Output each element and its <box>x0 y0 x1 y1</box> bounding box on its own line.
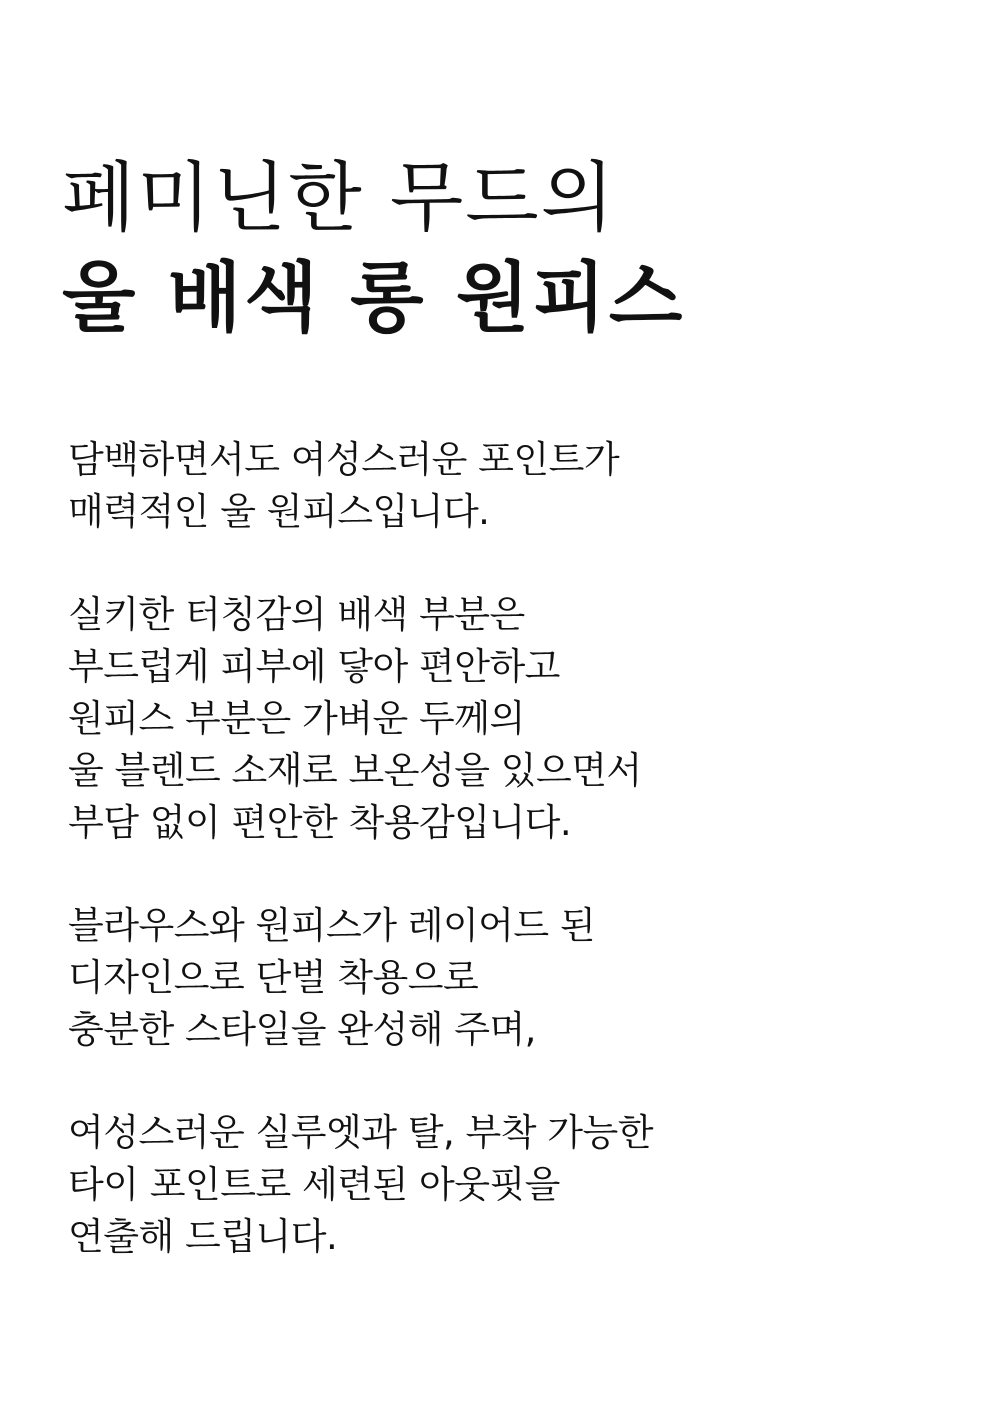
text-line: 연출해 드립니다. <box>68 1215 338 1258</box>
paragraph-silhouette <box>68 1107 948 1263</box>
text-line: 타이 포인트로 세련된 아웃핏을 <box>68 1163 560 1206</box>
paragraph-material <box>68 589 948 849</box>
text-line: 실키한 터칭감의 배색 부분은 <box>68 593 525 636</box>
text-line: 충분한 스타일을 완성해 주며, <box>68 1008 536 1051</box>
text-line: 여성스러운 실루엣과 탈, 부착 가능한 <box>68 1111 653 1154</box>
paragraph-intro <box>68 434 948 538</box>
heading-title: 울 배색 롱 원피스 <box>62 253 686 342</box>
paragraph-design <box>68 900 948 1056</box>
text-line: 블라우스와 원피스가 레이어드 된 <box>68 904 596 947</box>
text-line: 매력적인 울 원피스입니다. <box>68 490 490 533</box>
text-line: 부드럽게 피부에 닿아 편안하고 <box>68 645 560 688</box>
heading-subtitle: 페미닌한 무드의 <box>62 153 617 242</box>
text-line: 부담 없이 편안한 착용감입니다. <box>68 801 572 844</box>
text-line: 담백하면서도 여성스러운 포인트가 <box>68 438 620 481</box>
text-line: 디자인으로 단벌 착용으로 <box>68 956 479 999</box>
text-line: 울 블렌드 소재로 보온성을 있으면서 <box>68 749 642 792</box>
product-description <box>68 434 948 1314</box>
page-heading <box>62 150 942 350</box>
text-line: 원피스 부분은 가벼운 두께의 <box>68 697 525 740</box>
